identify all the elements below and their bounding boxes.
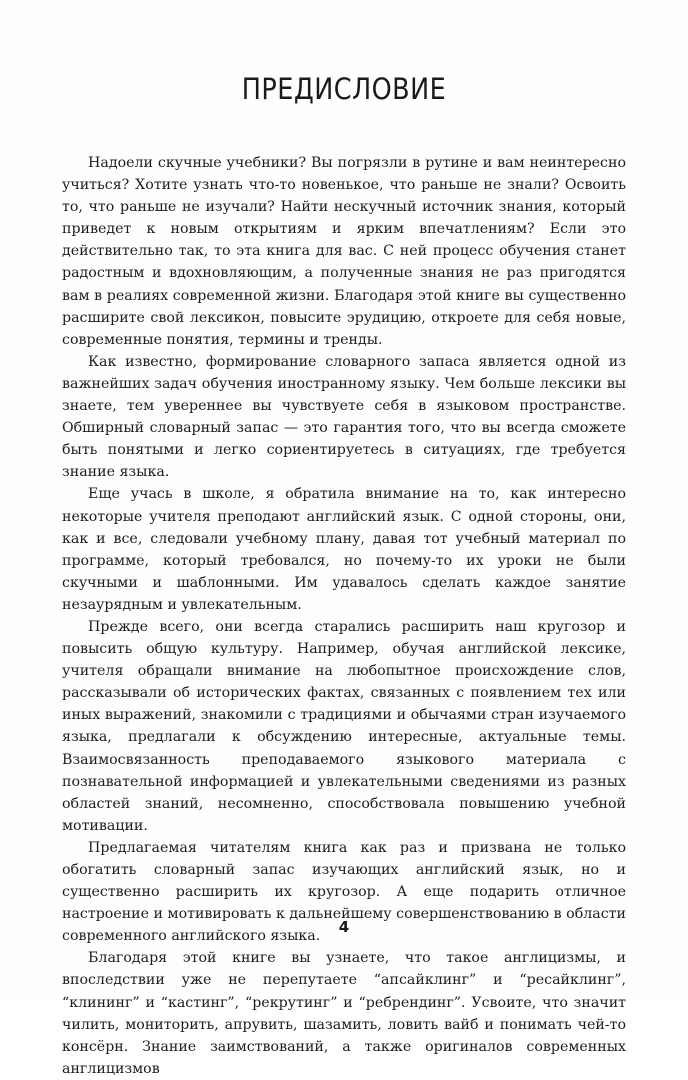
page-title: ПРЕДИСЛОВИЕ: [241, 72, 447, 106]
body-text: [62, 152, 626, 1080]
page-number: 4: [338, 918, 350, 936]
paragraph: Еще учась в школе, я обратила внимание на то, как интересно некоторые учителя преподают английский язык. С одной стороны, они, как и все, следовали учебному плану, давая тот учебный материал по программе, который требовался, но почему-то их уроки не были скучными и шаблонными. Им удавалось сделать каждое занятие незаурядным и увлекательным.: [62, 486, 626, 613]
paragraph: Прежде всего, они всегда старались расширить наш кругозор и повысить общую культуру. Например, обучая английской лексике, учителя обращали внимание на любопытное происхождение слов, рассказывали об исторических фактах, связанных с появлением тех или иных выражений, знакомили с традициями и обычаями стран изучаемого языка, предлагали к обсуждению интересные, актуальные темы. Взаимосвязанность преподаваемого языкового материала с познавательной информацией и увлекательными сведениями из разных областей знаний, несомненно, способствовала повышению учебной мотивации.: [62, 618, 626, 834]
paragraph: Как известно, формирование словарного запаса является одной из важнейших задач обучения иностранному языку. Чем больше лексики вы знаете, тем увереннее вы чувствуете себя в языковом пространстве. Обширный словарный запас — это гарантия того, что вы всегда сможете быть понятыми и легко сориентируетесь в ситуациях, где требуется знание языка.: [62, 353, 626, 481]
paragraph: Надоели скучные учебники? Вы погрязли в рутине и вам неинтересно учиться? Хотите узнать что-то новенькое, что раньше не знали? Освоить то, что раньше не изучали? Найти нескучный источник знания, который приведет к новым открытиям и ярким впечатлениям? Если это действительно так, то эта книга для вас. С ней процесс обучения станет радостным и вдохновляющим, а полученные знания не раз пригодятся вам в реалиях современной жизни. Благодаря этой книге вы существенно расширите свой лексикон, повысите эрудицию, откроете для себя новые, современные понятия, термины и тренды.: [62, 155, 626, 348]
paragraph: Предлагаемая читателям книга как раз и призвана не только обогатить словарный запас изучающих английский язык, но и существенно расширить их кругозор. А еще подарить отличное настроение и мотивировать к дальнейшему совершенствованию в области современного английского языка.: [62, 839, 626, 945]
paragraph: Благодаря этой книге вы узнаете, что такое англицизмы, и впоследствии уже не перепутаете “апсайклинг” и “ресайклинг”, “клининг” и “кастинг”, “рекрутинг” и “ребрендинг”. Усвоите, что значит чилить, мониторить, апрувить, шазамить, ловить вайб и понимать чей-то консёрн. Знание заимствований, а также оригиналов современных англицизмов: [62, 950, 626, 1077]
